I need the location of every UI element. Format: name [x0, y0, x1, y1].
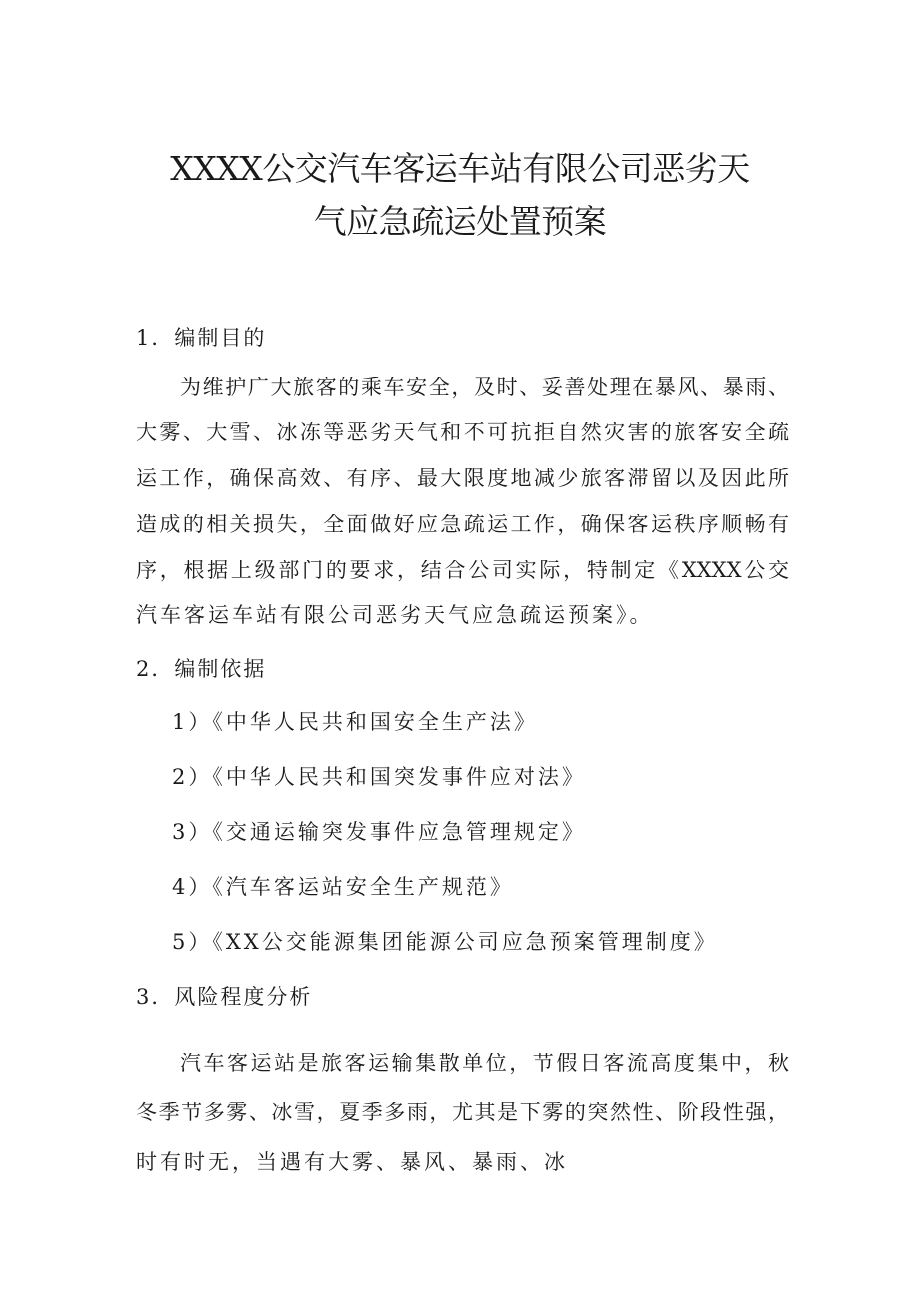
- paragraph-line: 为维护广大旅客的乘车安全，及时、妥善处理在暴风、暴雨、: [180, 377, 789, 399]
- list-item: 4）《汽车客运站安全生产规范》: [172, 875, 514, 899]
- list-item: 3）《交通运输突发事件应急管理规定》: [172, 820, 586, 844]
- section-heading-purpose: 1．编制目的: [136, 326, 267, 350]
- document-title-line-2: 气应急疏运处置预案: [313, 202, 607, 241]
- document-title-line-1: XXXX公交汽车客运车站有限公司恶劣天: [170, 149, 750, 188]
- paragraph-line: 时有时无，当遇有大雾、暴风、暴雨、冰: [136, 1150, 568, 1174]
- paragraph-line: 运工作，确保高效、有序、最大限度地减少旅客滞留以及因此所: [136, 468, 789, 490]
- paragraph-line: 序，根据上级部门的要求，结合公司实际，特制定《XXXX公交: [136, 560, 789, 582]
- paragraph-line: 汽车客运站是旅客运输集散单位，节假日客流高度集中，秋: [180, 1053, 789, 1075]
- section-heading-basis: 2．编制依据: [136, 657, 267, 681]
- list-item: 5）《XX公交能源集团能源公司应急预案管理制度》: [172, 930, 718, 954]
- list-item: 2）《中华人民共和国突发事件应对法》: [172, 765, 586, 789]
- paragraph-line: 大雾、大雪、冰冻等恶劣天气和不可抗拒自然灾害的旅客安全疏: [136, 422, 789, 444]
- paragraph-line: 造成的相关损失，全面做好应急疏运工作，确保客运秩序顺畅有: [136, 514, 789, 536]
- paragraph-line: 冬季节多雾、冰雪，夏季多雨，尤其是下雾的突然性、阶段性强，: [136, 1102, 789, 1124]
- list-item: 1）《中华人民共和国安全生产法》: [172, 710, 538, 734]
- section-heading-risk: 3．风险程度分析: [136, 985, 313, 1009]
- paragraph-line: 汽车客运车站有限公司恶劣天气应急疏运预案》。: [136, 603, 654, 627]
